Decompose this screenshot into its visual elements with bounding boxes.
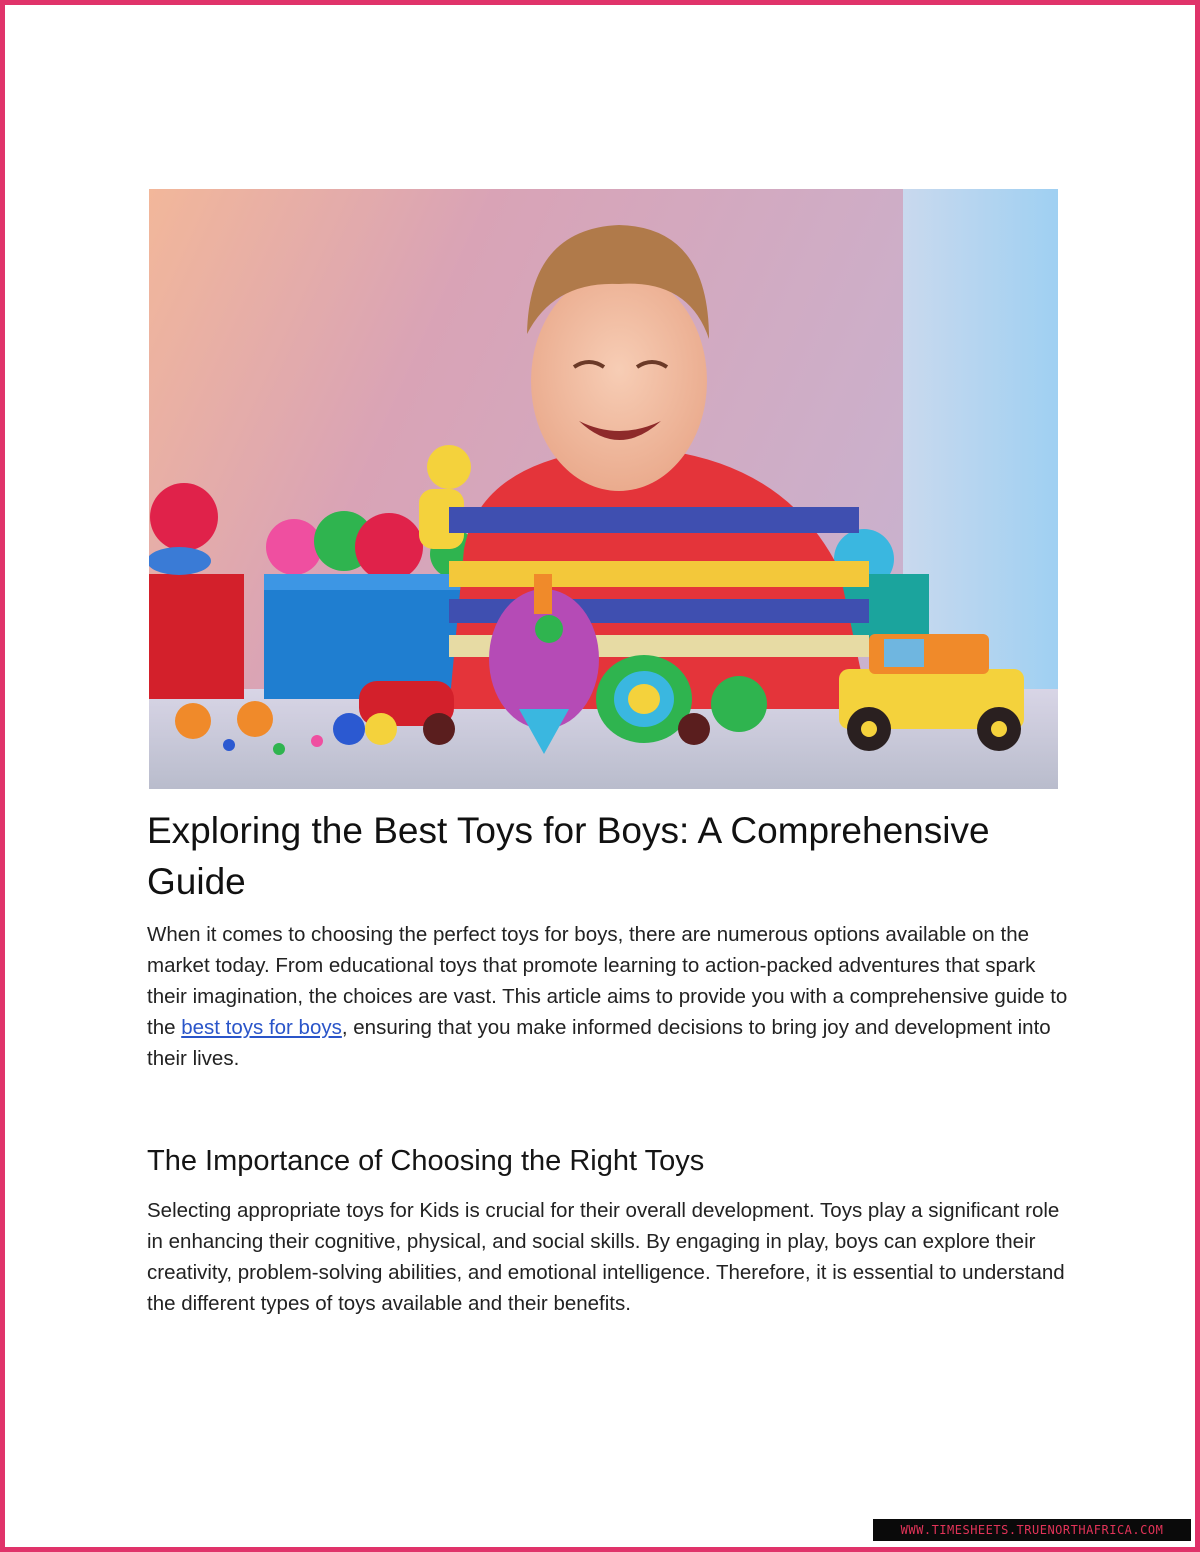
intro-text-after-link: , ensuring that you make informed decisions to bring joy and development into their lives. [147,1016,1051,1070]
hero-image [149,189,1058,789]
best-toys-for-boys-link[interactable]: best toys for boys [181,1016,342,1039]
watermark-banner: WWW.TIMESHEETS.TRUENORTHAFRICA.COM [873,1519,1191,1541]
intro-text-before-link: When it comes to choosing the perfect toys for boys, there are numerous options available on the market today. From educational toys that promote learning to action-packed adventures that spark their imagination, the choices are vast. This article aims to provide you with a comprehensive guide to the [147,923,1068,1039]
article-title: Exploring the Best Toys for Boys: A Comprehensive Guide [147,810,990,902]
section-paragraph: Selecting appropriate toys for Kids is crucial for their overall development. Toys play a significant role in enhancing their cognitive, physical, and social skills. By engaging in play, boys can explore their creativity, problem-solving abilities, and emotional intelligence. Therefore, it is essential to understand the different types of toys available and their benefits. [147,1199,1065,1315]
intro-paragraph [147,919,1077,1074]
section-heading: The Importance of Choosing the Right Toys [147,1145,705,1177]
